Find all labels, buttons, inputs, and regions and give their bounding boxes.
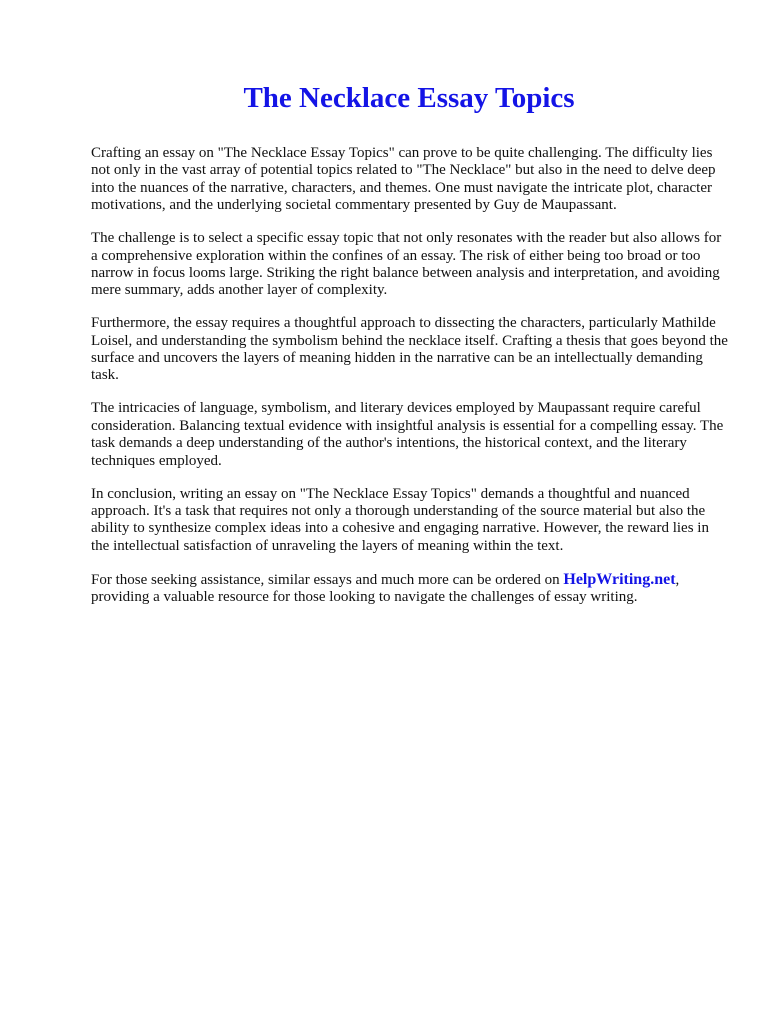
paragraph-2: The challenge is to select a specific essay topic that not only resonates with the reader but also allows for a comprehensive exploration within the confines of an essay. The risk of either being too broad or too narrow in focus looms large. Striking the right balance between analysis and interpretation, and avoiding mere summary, adds another layer of complexity. xyxy=(91,230,722,299)
closing-paragraph xyxy=(91,571,731,607)
essay-body xyxy=(91,145,731,622)
paragraph-5: In conclusion, writing an essay on "The Necklace Essay Topics" demands a thoughtful and nuanced approach. It's a task that requires not only a thorough understanding of the source material but also the ability to synthesize complex ideas into a cohesive and engaging narrative. However, the reward lies in the intellectual satisfaction of unraveling the layers of meaning within the text. xyxy=(91,485,709,554)
closing-text-before-link: For those seeking assistance, similar essays and much more can be ordered on xyxy=(91,571,564,588)
helpwriting-link[interactable]: HelpWriting.net xyxy=(563,570,676,588)
page-title: The Necklace Essay Topics xyxy=(243,82,575,114)
paragraph-3: Furthermore, the essay requires a thoughtful approach to dissecting the characters, particularly Mathilde Loisel, and understanding the symbolism behind the necklace itself. Crafting a thesis that goes beyond the surface and uncovers the layers of meaning hidden in the narrative can be an intellectually demanding task. xyxy=(91,315,728,384)
paragraph-1: Crafting an essay on "The Necklace Essay Topics" can prove to be quite challenging. The difficulty lies not only in the vast array of potential topics related to "The Necklace" but also in the need to delve deep into the nuances of the narrative, characters, and themes. One must navigate the intricate plot, character motivations, and the underlying societal commentary presented by Guy de Maupassant. xyxy=(91,145,716,214)
paragraph-4: The intricacies of language, symbolism, and literary devices employed by Maupassant require careful consideration. Balancing textual evidence with insightful analysis is essential for a compelling essay. The task demands a deep understanding of the author's intentions, the historical context, and the literary techniques employed. xyxy=(91,400,724,469)
closing-text-after-link: , providing a valuable resource for those looking to navigate the challenges of essay writing. xyxy=(91,571,680,606)
